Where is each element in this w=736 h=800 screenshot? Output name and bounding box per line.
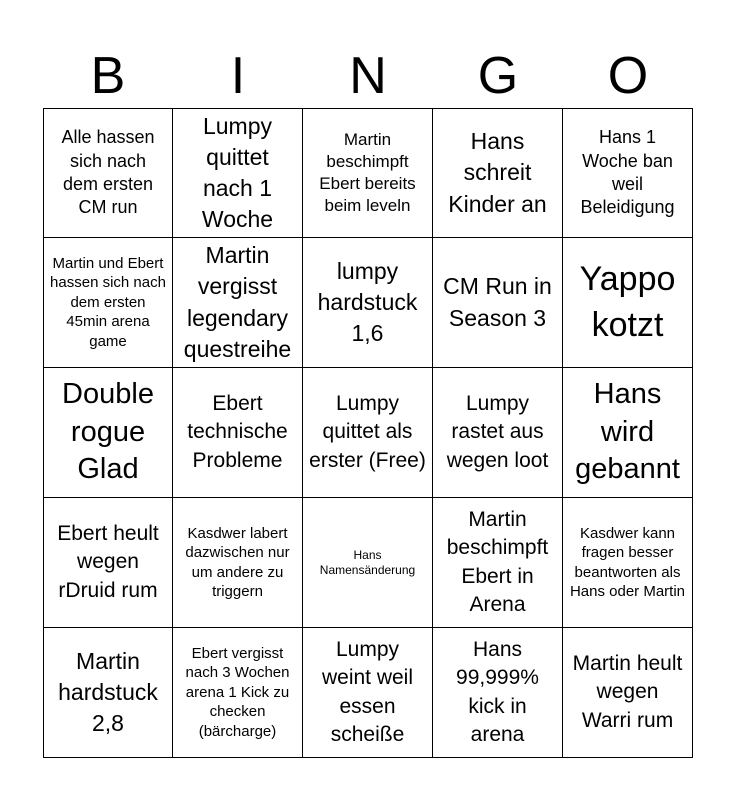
bingo-header (43, 44, 693, 108)
bingo-cell[interactable]: Lumpy quittet als erster (Free) (303, 368, 433, 498)
bingo-cell[interactable]: Ebert heult wegen rDruid rum (43, 498, 173, 628)
bingo-board (43, 108, 693, 758)
header-letter-o: O (607, 47, 649, 105)
bingo-cell[interactable]: Martin heult wegen Warri rum (563, 628, 693, 758)
bingo-cell[interactable]: Hans Namensänderung (303, 498, 433, 628)
bingo-cell[interactable]: Martin beschimpft Ebert bereits beim leveln (303, 108, 433, 238)
bingo-cell[interactable]: Alle hassen sich nach dem ersten CM run (43, 108, 173, 238)
bingo-cell[interactable]: Martin beschimpft Ebert in Arena (433, 498, 563, 628)
header-letter-b: B (90, 47, 126, 105)
bingo-cell[interactable]: Hans 1 Woche ban weil Beleidigung (563, 108, 693, 238)
bingo-cell[interactable]: Hans wird gebannt (563, 368, 693, 498)
bingo-cell[interactable]: Martin und Ebert hassen sich nach dem ersten 45min arena game (43, 238, 173, 368)
bingo-cell[interactable]: Martin vergisst legendary questreihe (173, 238, 303, 368)
bingo-cell[interactable]: Lumpy weint weil essen scheiße (303, 628, 433, 758)
bingo-cell[interactable]: Double rogue Glad (43, 368, 173, 498)
bingo-cell[interactable]: Lumpy quittet nach 1 Woche (173, 108, 303, 238)
bingo-cell[interactable]: lumpy hardstuck 1,6 (303, 238, 433, 368)
bingo-cell[interactable]: Martin hardstuck 2,8 (43, 628, 173, 758)
header-letter-g: G (477, 47, 519, 105)
header-letter-i: I (230, 47, 246, 105)
bingo-cell[interactable]: Hans 99,999% kick in arena (433, 628, 563, 758)
bingo-cell[interactable]: Lumpy rastet aus wegen loot (433, 368, 563, 498)
bingo-cell[interactable]: CM Run in Season 3 (433, 238, 563, 368)
bingo-cell[interactable]: Ebert technische Probleme (173, 368, 303, 498)
bingo-cell[interactable]: Yappo kotzt (563, 238, 693, 368)
bingo-cell[interactable]: Kasdwer kann fragen besser beantworten als Hans oder Martin (563, 498, 693, 628)
bingo-cell[interactable]: Kasdwer labert dazwischen nur um andere zu triggern (173, 498, 303, 628)
header-letter-n: N (349, 47, 387, 105)
bingo-cell[interactable]: Hans schreit Kinder an (433, 108, 563, 238)
bingo-cell[interactable]: Ebert vergisst nach 3 Wochen arena 1 Kick zu checken (bärcharge) (173, 628, 303, 758)
